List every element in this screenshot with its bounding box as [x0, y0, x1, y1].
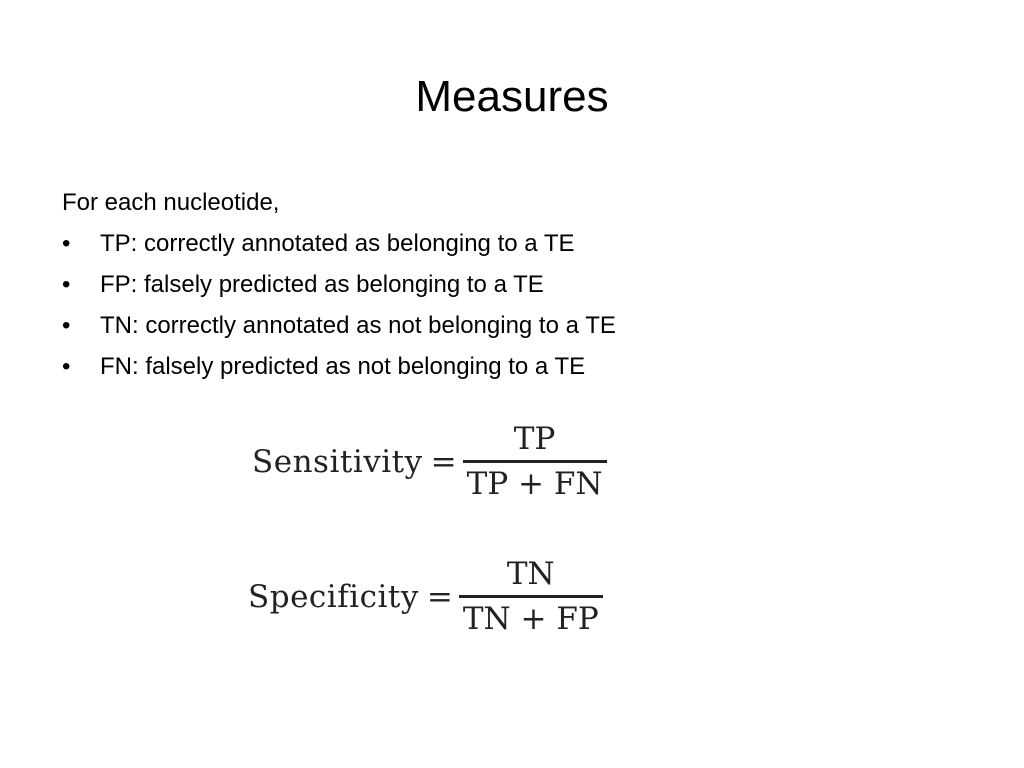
- equals-sign: =: [426, 578, 453, 615]
- bullet-text-fp: FP: falsely predicted as belonging to a TE: [100, 271, 544, 298]
- sensitivity-formula: [252, 420, 607, 503]
- specificity-formula: [248, 555, 603, 638]
- fraction-bar: [463, 460, 607, 463]
- sensitivity-denominator: TP + FN: [466, 466, 603, 502]
- sensitivity-fraction: [463, 420, 607, 503]
- specificity-numerator: TN: [506, 556, 555, 592]
- equals-sign: =: [430, 443, 457, 480]
- bullet-text-tp: TP: correctly annotated as belonging to a TE: [100, 230, 575, 257]
- sensitivity-numerator: TP: [513, 421, 556, 457]
- bullet-marker: •: [62, 230, 71, 257]
- bullet-marker: •: [62, 271, 71, 298]
- bullet-marker: •: [62, 353, 71, 380]
- sensitivity-label: Sensitivity: [252, 443, 423, 480]
- specificity-label: Specificity: [248, 578, 419, 615]
- bullet-text-tn: TN: correctly annotated as not belonging to a TE: [100, 312, 616, 339]
- intro-text: For each nucleotide,: [62, 189, 280, 216]
- fraction-bar: [459, 595, 603, 598]
- bullet-marker: •: [62, 312, 71, 339]
- specificity-denominator: TN + FP: [462, 601, 599, 637]
- bullet-text-fn: FN: falsely predicted as not belonging to a TE: [100, 353, 586, 380]
- specificity-fraction: [459, 555, 603, 638]
- slide-title: Measures: [415, 72, 609, 121]
